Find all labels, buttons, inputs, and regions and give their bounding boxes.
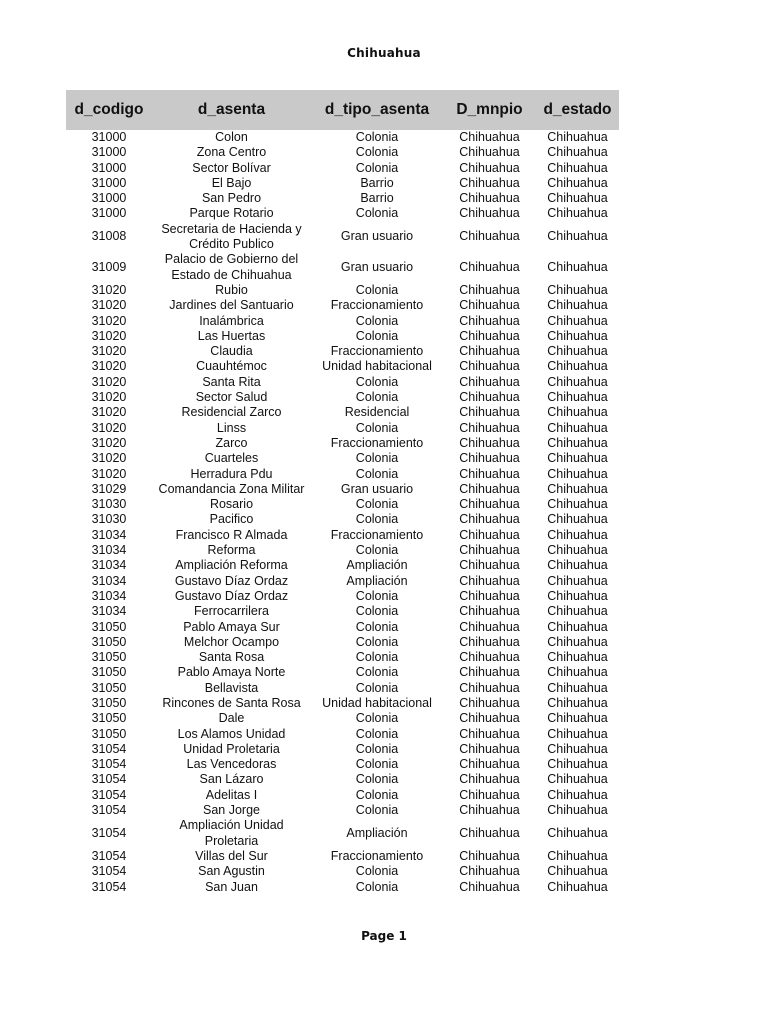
cell-d-asenta: Santa Rita [202,374,261,389]
table-row [66,405,619,420]
cell-d-estado: Chihuahua [547,282,608,297]
cell-d-codigo: 31050 [91,650,127,665]
cell-d-mnpio: Chihuahua [459,695,520,710]
cell-d-codigo: 31050 [91,711,127,726]
table-row [66,390,619,405]
cell-d-asenta: Rosario [209,497,254,512]
table-row [66,145,619,160]
header-row [66,90,619,130]
cell-d-tipo-asenta: Fraccionamiento [330,527,424,542]
cell-d-asenta: Santa Rosa [198,650,265,665]
cell-d-tipo-asenta: Unidad habitacional [322,359,432,374]
table-row [66,696,619,711]
cell-d-tipo-asenta: Colonia [355,588,399,603]
table-row [66,727,619,742]
cell-d-estado: Chihuahua [547,573,608,588]
cell-d-codigo: 31054 [91,848,127,863]
cell-d-estado: Chihuahua [547,634,608,649]
cell-d-mnpio: Chihuahua [459,359,520,374]
cell-d-codigo: 31020 [91,298,127,313]
cell-d-codigo: 31029 [91,481,127,496]
cell-d-mnpio: Chihuahua [459,543,520,558]
cell-d-estado: Chihuahua [547,374,608,389]
cell-d-asenta: Linss [216,420,247,435]
cell-d-codigo: 31020 [91,313,127,328]
table-row [66,130,619,145]
cell-d-asenta: Rincones de Santa Rosa [162,695,301,710]
cell-d-tipo-asenta: Colonia [355,466,399,481]
column-header-d-asenta: d_asenta [152,90,311,130]
cell-d-mnpio: Chihuahua [459,313,520,328]
cell-d-estado: Chihuahua [547,848,608,863]
cell-d-estado: Chihuahua [547,175,608,190]
cell-d-mnpio: Chihuahua [459,527,520,542]
table-body [66,130,619,895]
cell-d-mnpio: Chihuahua [459,206,520,221]
table-row [66,604,619,619]
cell-d-estado: Chihuahua [547,772,608,787]
cell-d-asenta: Zarco [215,435,248,450]
cell-d-tipo-asenta: Colonia [355,328,399,343]
cell-d-codigo: 31030 [91,512,127,527]
cell-d-tipo-asenta: Colonia [355,604,399,619]
cell-d-mnpio: Chihuahua [459,260,520,275]
table-row [66,191,619,206]
cell-d-estado: Chihuahua [547,741,608,756]
table-row [66,283,619,298]
cell-d-estado: Chihuahua [547,160,608,175]
cell-d-tipo-asenta: Colonia [355,206,399,221]
table-row [66,512,619,527]
cell-d-codigo: 31054 [91,803,127,818]
cell-d-tipo-asenta: Colonia [355,772,399,787]
cell-d-codigo: 31000 [91,145,127,160]
cell-d-tipo-asenta: Colonia [355,650,399,665]
cell-d-estado: Chihuahua [547,313,608,328]
cell-d-estado: Chihuahua [547,405,608,420]
cell-d-tipo-asenta: Colonia [355,130,399,144]
cell-d-codigo: 31050 [91,680,127,695]
column-header-d-codigo: d_codigo [66,90,152,130]
cell-d-codigo: 31020 [91,405,127,420]
table-header [66,90,619,130]
column-header-d-mnpio: D_mnpio [443,90,536,130]
cell-d-asenta: Ampliación Reforma [175,558,288,573]
cell-d-asenta: Las Huertas [197,328,266,343]
cell-d-tipo-asenta: Fraccionamiento [330,344,424,359]
cell-d-tipo-asenta: Colonia [355,420,399,435]
table-row [66,818,619,849]
cell-d-codigo: 31020 [91,282,127,297]
cell-d-asenta: Reforma [207,543,256,558]
table-row [66,772,619,787]
cell-d-estado: Chihuahua [547,260,608,275]
cell-d-mnpio: Chihuahua [459,772,520,787]
cell-d-tipo-asenta: Colonia [355,757,399,772]
cell-d-mnpio: Chihuahua [459,175,520,190]
table-row [66,742,619,757]
cell-d-mnpio: Chihuahua [459,741,520,756]
cell-d-tipo-asenta: Colonia [355,282,399,297]
cell-d-estado: Chihuahua [547,879,608,894]
cell-d-estado: Chihuahua [547,328,608,343]
cell-d-codigo: 31030 [91,497,127,512]
cell-d-codigo: 31054 [91,879,127,894]
table-row [66,329,619,344]
cell-d-asenta: Secretaria de Hacienda y Crédito Publico [161,221,302,252]
cell-d-mnpio: Chihuahua [459,328,520,343]
cell-d-mnpio: Chihuahua [459,466,520,481]
cell-d-mnpio: Chihuahua [459,558,520,573]
cell-d-estado: Chihuahua [547,229,608,244]
cell-d-asenta: El Bajo [211,175,252,190]
cell-d-codigo: 31054 [91,741,127,756]
cell-d-asenta: San Pedro [201,191,262,206]
column-header-d-tipo-asenta: d_tipo_asenta [311,90,443,130]
cell-d-codigo: 31034 [91,543,127,558]
table-row [66,864,619,879]
cell-d-tipo-asenta: Fraccionamiento [330,848,424,863]
cell-d-mnpio: Chihuahua [459,680,520,695]
cell-d-codigo: 31054 [91,787,127,802]
cell-d-estado: Chihuahua [547,588,608,603]
cell-d-tipo-asenta: Ampliación [346,558,408,573]
cell-d-tipo-asenta: Gran usuario [340,229,414,244]
cell-d-codigo: 31009 [91,260,127,275]
cell-d-asenta: Colon [215,130,248,144]
cell-d-estado: Chihuahua [547,390,608,405]
table-row [66,711,619,726]
cell-d-mnpio: Chihuahua [459,665,520,680]
cell-d-estado: Chihuahua [547,543,608,558]
cell-d-estado: Chihuahua [547,130,608,144]
cell-d-mnpio: Chihuahua [459,497,520,512]
cell-d-asenta: Francisco R Almada [175,527,288,542]
cell-d-codigo: 31020 [91,328,127,343]
cell-d-asenta: Comandancia Zona Militar [158,481,305,496]
cell-d-estado: Chihuahua [547,826,608,840]
table-row [66,620,619,635]
cell-d-asenta: Melchor Ocampo [183,634,280,649]
cell-d-asenta: Inalámbrica [199,313,264,328]
cell-d-mnpio: Chihuahua [459,803,520,818]
cell-d-codigo: 31050 [91,634,127,649]
cell-d-mnpio: Chihuahua [459,573,520,588]
cell-d-codigo: 31000 [91,160,127,175]
cell-d-mnpio: Chihuahua [459,130,520,144]
cell-d-asenta: San Juan [205,879,258,894]
cell-d-tipo-asenta: Colonia [355,787,399,802]
cell-d-asenta: Gustavo Díaz Ordaz [174,573,289,588]
cell-d-tipo-asenta: Colonia [355,543,399,558]
cell-d-tipo-asenta: Gran usuario [340,481,414,496]
cell-d-codigo: 31034 [91,573,127,588]
cell-d-asenta: Las Vencedoras [186,757,277,772]
cell-d-asenta: Herradura Pdu [190,466,273,481]
cell-d-codigo: 31054 [91,826,127,840]
cell-d-mnpio: Chihuahua [459,588,520,603]
cell-d-codigo: 31050 [91,726,127,741]
cell-d-estado: Chihuahua [547,726,608,741]
cell-d-asenta: Palacio de Gobierno del Estado de Chihuahua [164,252,299,282]
cell-d-mnpio: Chihuahua [459,229,520,244]
cell-d-estado: Chihuahua [547,558,608,573]
cell-d-tipo-asenta: Residencial [344,405,410,420]
table-row [66,635,619,650]
cell-d-codigo: 31034 [91,558,127,573]
cell-d-codigo: 31054 [91,757,127,772]
table-row [66,359,619,374]
table-row [66,298,619,313]
cell-d-estado: Chihuahua [547,650,608,665]
cell-d-codigo: 31000 [91,206,127,221]
page-title: Chihuahua [347,46,421,60]
table-row [66,252,619,283]
cell-d-codigo: 31000 [91,191,127,206]
cell-d-mnpio: Chihuahua [459,481,520,496]
cell-d-asenta: Adelitas I [205,787,258,802]
cell-d-estado: Chihuahua [547,757,608,772]
cell-d-mnpio: Chihuahua [459,405,520,420]
cell-d-estado: Chihuahua [547,298,608,313]
cell-d-mnpio: Chihuahua [459,634,520,649]
table-row [66,849,619,864]
cell-d-estado: Chihuahua [547,680,608,695]
cell-d-asenta: Dale [218,711,245,726]
cell-d-codigo: 31020 [91,359,127,374]
cell-d-tipo-asenta: Colonia [355,374,399,389]
cell-d-asenta: Sector Bolívar [192,160,271,175]
cell-d-codigo: 31054 [91,772,127,787]
cell-d-tipo-asenta: Gran usuario [340,260,414,275]
table-row [66,482,619,497]
cell-d-asenta: Claudia [210,344,253,359]
cell-d-asenta: Cuarteles [204,451,259,466]
cell-d-tipo-asenta: Unidad habitacional [322,695,432,710]
table-row [66,589,619,604]
cell-d-tipo-asenta: Colonia [355,864,399,879]
table-row [66,421,619,436]
cell-d-estado: Chihuahua [547,604,608,619]
table-row [66,206,619,221]
table-row [66,558,619,573]
cell-d-asenta: San Lázaro [199,772,264,787]
table-row [66,788,619,803]
cell-d-estado: Chihuahua [547,359,608,374]
table-row [66,665,619,680]
cell-d-codigo: 31054 [91,864,127,879]
cell-d-tipo-asenta: Barrio [360,191,394,206]
cell-d-tipo-asenta: Colonia [355,711,399,726]
cell-d-tipo-asenta: Colonia [355,680,399,695]
cell-d-estado: Chihuahua [547,466,608,481]
cell-d-asenta: Pablo Amaya Sur [183,619,280,634]
cell-d-tipo-asenta: Fraccionamiento [330,435,424,450]
table-row [66,681,619,696]
cell-d-codigo: 31020 [91,451,127,466]
cell-d-asenta: San Jorge [203,803,260,818]
cell-d-mnpio: Chihuahua [459,191,520,206]
cell-d-tipo-asenta: Colonia [355,160,399,175]
cell-d-tipo-asenta: Colonia [355,145,399,160]
cell-d-estado: Chihuahua [547,344,608,359]
cell-d-estado: Chihuahua [547,527,608,542]
cell-d-asenta: Gustavo Díaz Ordaz [174,588,289,603]
cell-d-mnpio: Chihuahua [459,390,520,405]
cell-d-tipo-asenta: Colonia [355,451,399,466]
cell-d-tipo-asenta: Colonia [355,390,399,405]
cell-d-tipo-asenta: Barrio [360,175,394,190]
cell-d-asenta: Ferrocarrilera [193,604,269,619]
table-row [66,344,619,359]
cell-d-codigo: 31020 [91,390,127,405]
cell-d-codigo: 31000 [91,175,127,190]
cell-d-asenta: Villas del Sur [195,848,268,863]
cell-d-estado: Chihuahua [547,787,608,802]
cell-d-mnpio: Chihuahua [459,619,520,634]
cell-d-estado: Chihuahua [547,435,608,450]
cell-d-mnpio: Chihuahua [459,848,520,863]
table-row [66,528,619,543]
cell-d-asenta: Los Alamos Unidad [177,726,286,741]
cell-d-mnpio: Chihuahua [459,435,520,450]
cell-d-estado: Chihuahua [547,864,608,879]
cell-d-estado: Chihuahua [547,665,608,680]
cell-d-tipo-asenta: Colonia [355,512,399,527]
table-row [66,161,619,176]
cell-d-mnpio: Chihuahua [459,451,520,466]
cell-d-mnpio: Chihuahua [459,604,520,619]
cell-d-tipo-asenta: Fraccionamiento [330,298,424,313]
cell-d-estado: Chihuahua [547,695,608,710]
table-row [66,436,619,451]
cell-d-tipo-asenta: Colonia [355,634,399,649]
cell-d-tipo-asenta: Colonia [355,726,399,741]
cell-d-codigo: 31020 [91,344,127,359]
table-row [66,222,619,253]
table-row [66,880,619,895]
cell-d-codigo: 31050 [91,619,127,634]
cell-d-mnpio: Chihuahua [459,512,520,527]
cell-d-asenta: Sector Salud [195,390,268,405]
cell-d-estado: Chihuahua [547,481,608,496]
page-number: Page 1 [361,929,407,943]
cell-d-mnpio: Chihuahua [459,374,520,389]
cell-d-asenta: Rubio [215,282,248,297]
cell-d-estado: Chihuahua [547,145,608,160]
cell-d-asenta: Residencial Zarco [181,405,282,420]
column-header-d-estado: d_estado [536,90,619,130]
cell-d-mnpio: Chihuahua [459,298,520,313]
cell-d-codigo: 31020 [91,374,127,389]
cell-d-mnpio: Chihuahua [459,145,520,160]
table-row [66,176,619,191]
table-row [66,375,619,390]
cell-d-tipo-asenta: Ampliación [346,826,408,840]
cell-d-codigo: 31050 [91,665,127,680]
cell-d-asenta: Pacifico [209,512,254,527]
cell-d-mnpio: Chihuahua [459,420,520,435]
cell-d-codigo: 31034 [91,588,127,603]
cell-d-tipo-asenta: Colonia [355,803,399,818]
cell-d-codigo: 31020 [91,466,127,481]
cell-d-estado: Chihuahua [547,711,608,726]
cell-d-estado: Chihuahua [547,803,608,818]
table-row [66,451,619,466]
cell-d-estado: Chihuahua [547,512,608,527]
table-row [66,497,619,512]
cell-d-asenta: Jardines del Santuario [169,298,294,313]
cell-d-mnpio: Chihuahua [459,864,520,879]
cell-d-estado: Chihuahua [547,451,608,466]
cell-d-tipo-asenta: Colonia [355,665,399,680]
cell-d-tipo-asenta: Colonia [355,879,399,894]
cell-d-codigo: 31034 [91,527,127,542]
cell-d-asenta: Zona Centro [196,145,267,160]
table-row [66,314,619,329]
cell-d-mnpio: Chihuahua [459,757,520,772]
cell-d-estado: Chihuahua [547,619,608,634]
cell-d-mnpio: Chihuahua [459,726,520,741]
cell-d-codigo: 31020 [91,420,127,435]
table-row [66,574,619,589]
cell-d-mnpio: Chihuahua [459,650,520,665]
cell-d-mnpio: Chihuahua [459,282,520,297]
cell-d-tipo-asenta: Colonia [355,619,399,634]
cell-d-tipo-asenta: Ampliación [346,573,408,588]
cell-d-tipo-asenta: Colonia [355,741,399,756]
cell-d-estado: Chihuahua [547,497,608,512]
cell-d-mnpio: Chihuahua [459,787,520,802]
cell-d-asenta: San Agustin [198,864,265,879]
cell-d-codigo: 31008 [91,229,127,244]
cell-d-asenta: Unidad Proletaria [183,741,280,756]
cell-d-codigo: 31020 [91,435,127,450]
postal-code-table [66,90,619,895]
cell-d-asenta: Parque Rotario [189,206,274,221]
cell-d-asenta: Ampliación Unidad Proletaria [179,818,284,848]
cell-d-codigo: 31000 [91,130,127,144]
cell-d-mnpio: Chihuahua [459,160,520,175]
cell-d-estado: Chihuahua [547,191,608,206]
table-row [66,757,619,772]
cell-d-codigo: 31034 [91,604,127,619]
table-row [66,543,619,558]
cell-d-mnpio: Chihuahua [459,711,520,726]
cell-d-codigo: 31050 [91,695,127,710]
cell-d-estado: Chihuahua [547,420,608,435]
cell-d-mnpio: Chihuahua [459,879,520,894]
cell-d-estado: Chihuahua [547,206,608,221]
cell-d-tipo-asenta: Colonia [355,497,399,512]
cell-d-mnpio: Chihuahua [459,344,520,359]
cell-d-mnpio: Chihuahua [459,826,520,840]
table-row [66,467,619,482]
cell-d-asenta: Bellavista [204,680,259,695]
cell-d-asenta: Cuauhtémoc [196,359,267,374]
table-row [66,650,619,665]
table-row [66,803,619,818]
cell-d-asenta: Pablo Amaya Norte [177,665,286,680]
cell-d-tipo-asenta: Colonia [355,313,399,328]
